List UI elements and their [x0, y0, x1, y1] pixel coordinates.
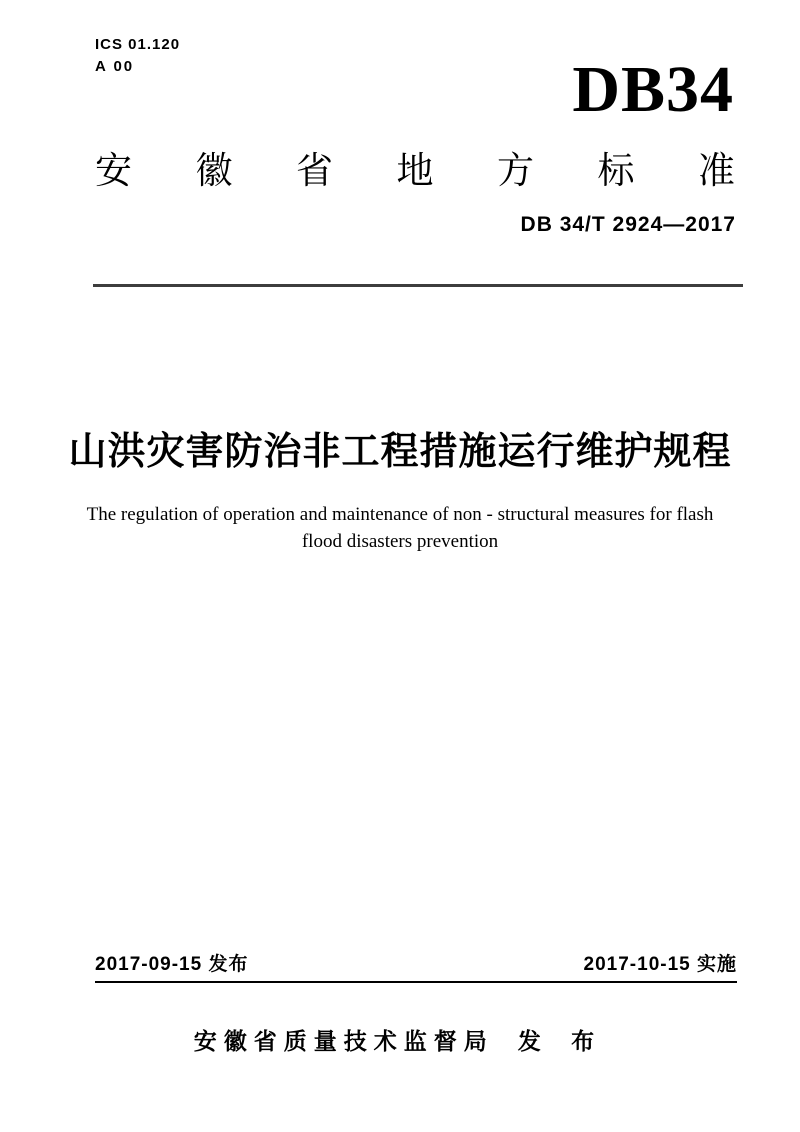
publish-label: 发 布 [517, 1028, 607, 1054]
title-english [0, 501, 800, 555]
issue-date: 2017-09-15 发布 [95, 954, 249, 975]
title-english-line2: flood disasters prevention [301, 531, 499, 552]
publisher-row [0, 1023, 800, 1056]
dates-row [95, 949, 737, 983]
header-divider-rule [93, 284, 743, 287]
standard-number: DB 34/T 2924—2017 [520, 213, 736, 236]
implementation-date: 2017-10-15 实施 [583, 954, 737, 975]
db34-logo: DB34 [572, 53, 734, 126]
publisher-name: 安徽省质量技术监督局 [193, 1028, 494, 1054]
title-chinese: 山洪灾害防治非工程措施运行维护规程 [68, 431, 732, 473]
title-english-line1: The regulation of operation and maintenance of non - structural measures for flash [86, 504, 714, 525]
classification-code: A 00 [95, 58, 135, 75]
ics-code: ICS 01.120 [95, 36, 181, 53]
standard-category-title: 安徽省地方标准 [95, 150, 735, 191]
